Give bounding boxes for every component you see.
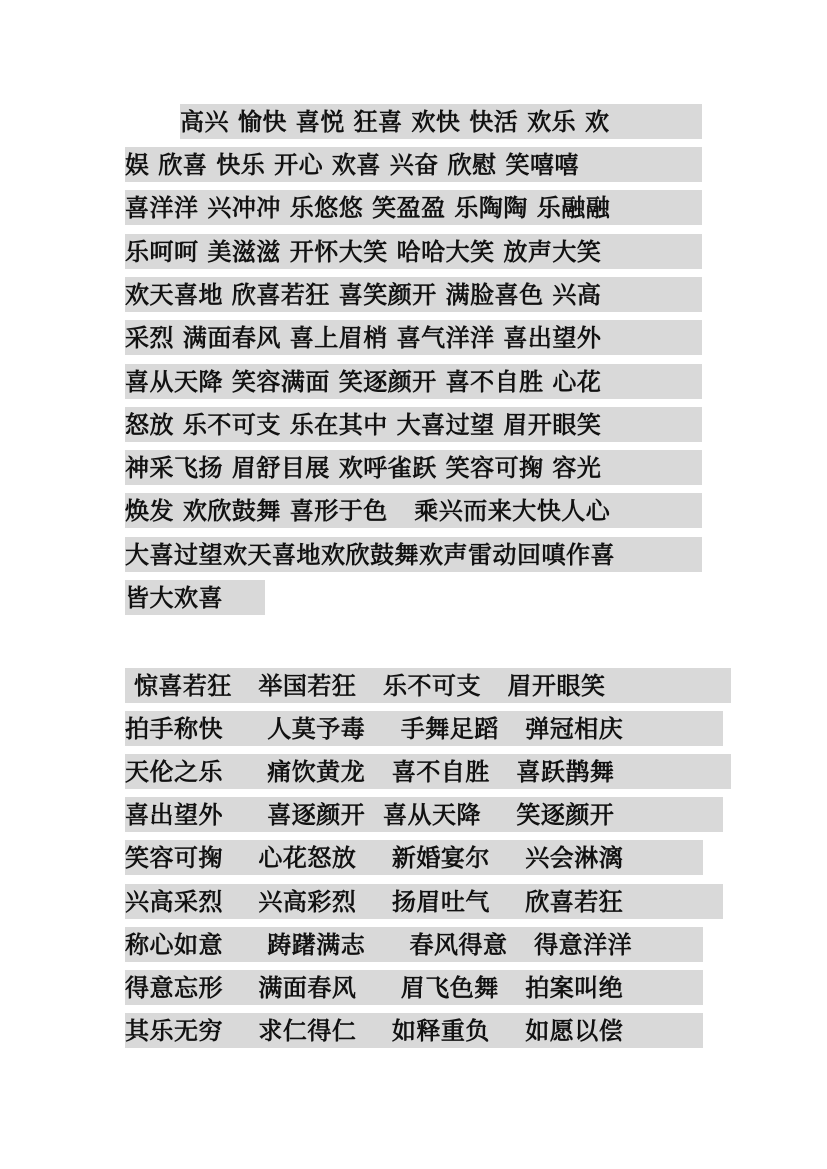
text-line: 称心如意 踌躇满志 春风得意 得意洋洋 <box>125 927 703 962</box>
text-line: 焕发 欢欣鼓舞 喜形于色 乘兴而来大快人心 <box>125 493 702 528</box>
text-line: 乐呵呵 美滋滋 开怀大笑 哈哈大笑 放声大笑 <box>125 234 702 269</box>
text-line: 欢天喜地 欣喜若狂 喜笑颜开 满脸喜色 兴高 <box>125 277 702 312</box>
text-line: 其乐无穷 求仁得仁 如释重负 如愿以偿 <box>125 1013 703 1048</box>
text-line: 娱 欣喜 快乐 开心 欢喜 兴奋 欣慰 笑嘻嘻 <box>125 147 702 182</box>
text-line: 大喜过望欢天喜地欢欣鼓舞欢声雷动回嗔作喜 <box>125 537 702 572</box>
text-line: 怒放 乐不可支 乐在其中 大喜过望 眉开眼笑 <box>125 407 702 442</box>
text-line: 天伦之乐 痛饮黄龙 喜不自胜 喜跃鹊舞 <box>125 754 731 789</box>
text-line: 喜洋洋 兴冲冲 乐悠悠 笑盈盈 乐陶陶 乐融融 <box>125 190 702 225</box>
text-line: 拍手称快 人莫予毒 手舞足蹈 弹冠相庆 <box>125 711 723 746</box>
text-line: 得意忘形 满面春风 眉飞色舞 拍案叫绝 <box>125 970 703 1005</box>
text-line: 神采飞扬 眉舒目展 欢呼雀跃 笑容可掬 容光 <box>125 450 702 485</box>
text-line: 皆大欢喜 <box>125 580 265 615</box>
text-line: 采烈 满面春风 喜上眉梢 喜气洋洋 喜出望外 <box>125 320 702 355</box>
text-line: 兴高采烈 兴高彩烈 扬眉吐气 欣喜若狂 <box>125 884 723 919</box>
text-line: 喜从天降 笑容满面 笑逐颜开 喜不自胜 心花 <box>125 364 702 399</box>
text-line: 惊喜若狂 举国若狂 乐不可支 眉开眼笑 <box>125 668 731 703</box>
text-line: 笑容可掬 心花怒放 新婚宴尔 兴会淋漓 <box>125 840 703 875</box>
text-line: 喜出望外 喜逐颜开 喜从天降 笑逐颜开 <box>125 797 723 832</box>
text-line: 高兴 愉快 喜悦 狂喜 欢快 快活 欢乐 欢 <box>180 104 702 139</box>
